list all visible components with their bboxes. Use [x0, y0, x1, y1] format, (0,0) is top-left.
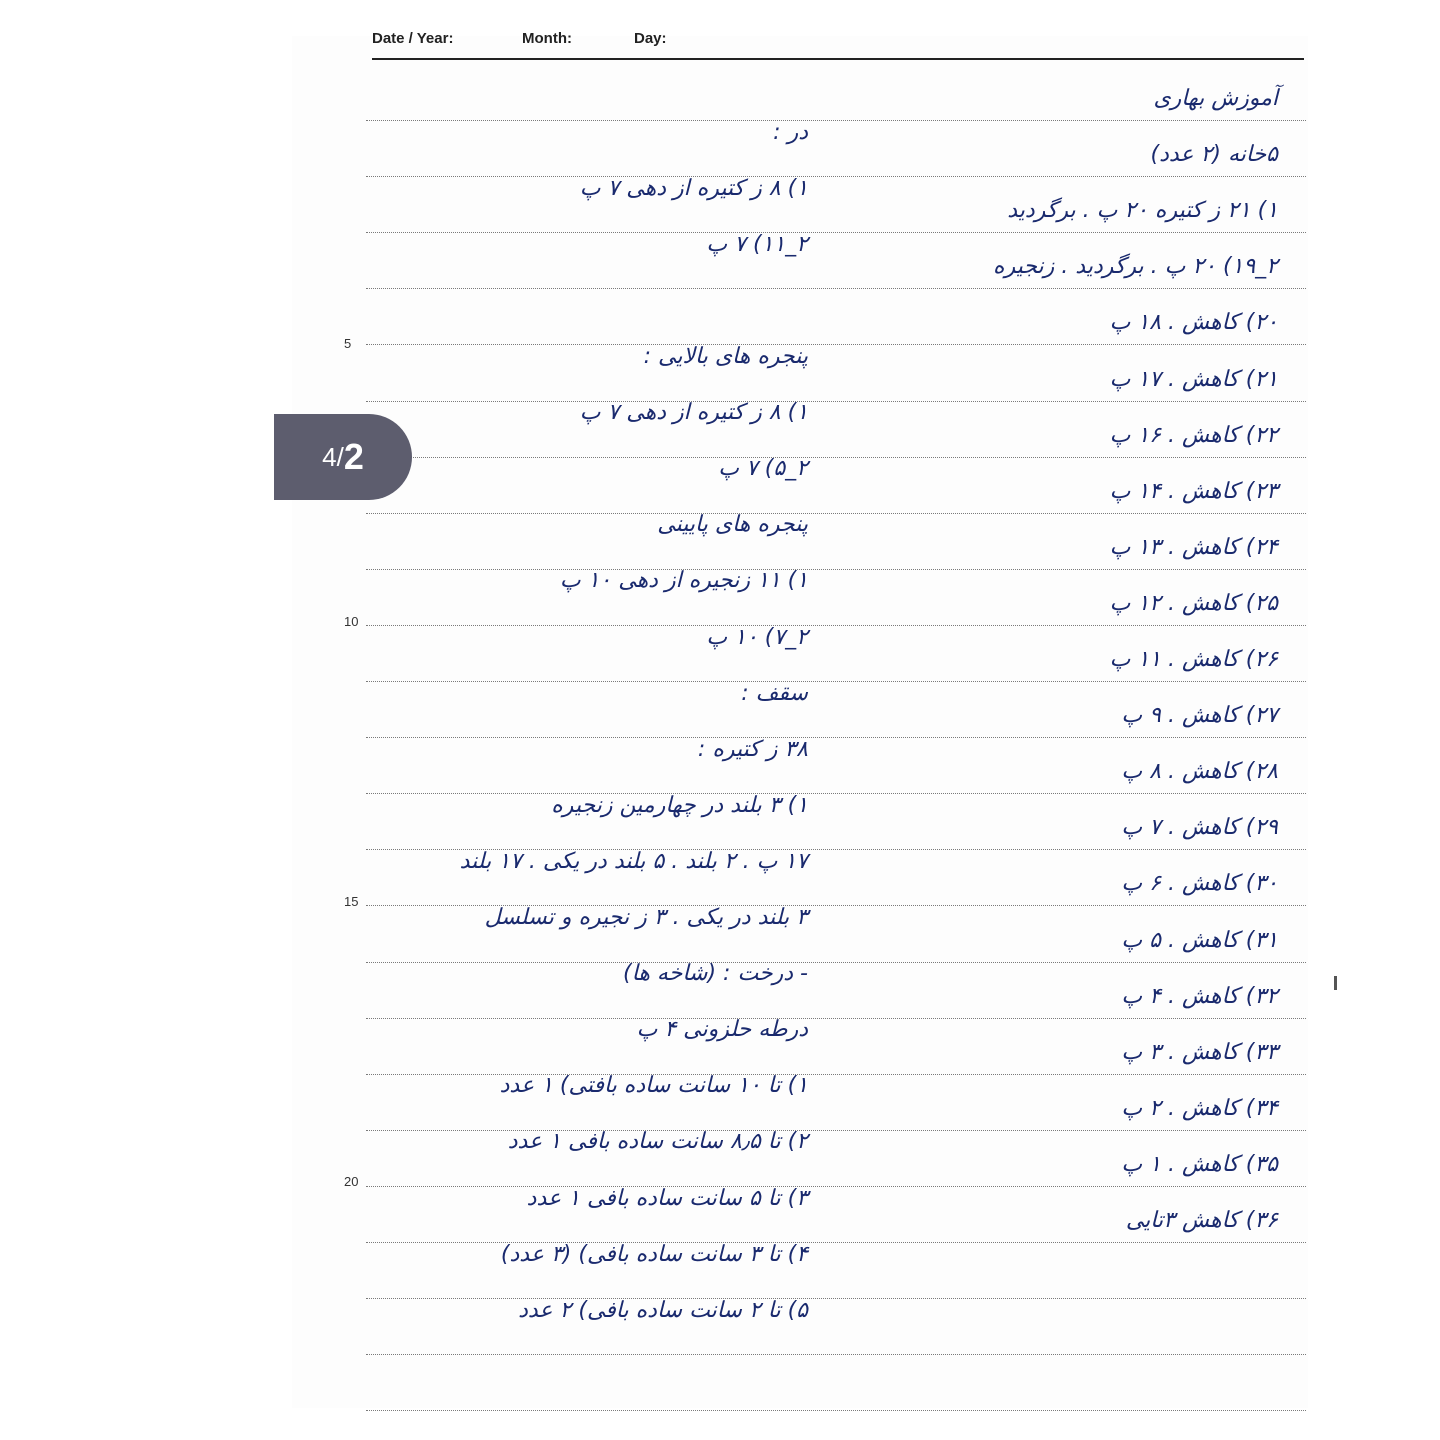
ruled-line: [366, 344, 1306, 345]
right-column-line: آموزش بهاری: [1153, 86, 1278, 111]
page-current: 2: [343, 436, 364, 477]
notebook-page: [292, 30, 1308, 1408]
left-column-line: درطه حلزونی ۴ پ: [636, 1017, 808, 1043]
left-column-line: ۳ بلند در یکی . ۳ ز نجیره و تسلسل: [484, 905, 808, 931]
right-column-line: ۳۶) کاهش ۳تایی: [1125, 1208, 1278, 1233]
right-column-line: ۲۷) کاهش . ۹ پ: [1121, 703, 1278, 729]
left-column-line: ۲_۵) ۷ پ: [718, 456, 808, 482]
margin-mark: [1334, 976, 1337, 990]
line-number: 5: [344, 336, 352, 351]
left-column-line: ۲_۱۱) ۷ پ: [706, 231, 808, 257]
line-number: 10: [344, 614, 359, 629]
right-column-line: ۲_۱۹) ۲۰ پ . برگردید . زنجیره: [993, 254, 1278, 280]
left-column-line: ۱۷ پ . ۲ بلند . ۵ بلند در یکی . ۱۷ بلند: [459, 848, 808, 874]
left-column-line: ۱) تا ۱۰ سانت ساده بافتی) ۱ عدد: [499, 1073, 808, 1099]
right-column-line: ۳۳) کاهش . ۳ پ: [1121, 1039, 1278, 1065]
ruled-line: [366, 1354, 1306, 1355]
ruled-line: [366, 1410, 1306, 1411]
left-column-line: - درخت : (شاخه ها): [623, 961, 808, 987]
ruled-line: [366, 457, 1306, 458]
right-column-line: ۲۲) کاهش . ۱۶ پ: [1109, 422, 1278, 448]
left-column-line: ۲_۷) ۱۰ پ: [706, 624, 808, 650]
date-year-label: Date / Year:: [372, 30, 454, 47]
left-column-line: ۱) ۸ ز کتیره از دهی ۷ پ: [579, 175, 808, 201]
ruled-line: [366, 1298, 1306, 1299]
right-column-line: ۳۰) کاهش . ۶ پ: [1121, 871, 1278, 897]
right-column-line: ۲۶) کاهش . ۱۱ پ: [1109, 647, 1278, 672]
left-column-line: ۴) تا ۳ سانت ساده بافی) (۳ عدد): [500, 1241, 808, 1267]
right-column-line: ۲۴) کاهش . ۱۳ پ: [1109, 534, 1278, 560]
ruled-line: [366, 288, 1306, 289]
page-indicator: [274, 414, 412, 500]
right-column-line: ۲۵) کاهش . ۱۲ پ: [1109, 590, 1278, 616]
right-column-line: ۳۱) کاهش . ۵ پ: [1121, 927, 1278, 953]
right-column-line: ۳۵) کاهش . ۱ پ: [1121, 1151, 1278, 1177]
ruled-line: [366, 120, 1306, 121]
left-column-line: ۵) تا ۲ سانت ساده بافی) ۲ عدد: [518, 1297, 808, 1323]
month-label: Month:: [522, 30, 572, 47]
left-column-line: ۱) ۳ بلند در چهارمین زنجیره: [551, 792, 808, 818]
left-column-line: ۳) تا ۵ سانت ساده بافی ۱ عدد: [526, 1185, 808, 1211]
line-number: 20: [344, 1174, 359, 1189]
left-column-line: پنجره های پایینی: [657, 512, 808, 538]
ruled-line: [366, 232, 1306, 233]
ruled-line: [366, 401, 1306, 402]
left-column-line: سقف :: [741, 680, 808, 706]
page-total: 4: [322, 441, 337, 472]
ruled-line: [366, 737, 1306, 738]
ruled-line: [366, 625, 1306, 626]
right-column-line: ۱) ۲۱ ز کتیره ۲۰ پ . برگردید: [1007, 198, 1278, 224]
right-column-line: ۳۲) کاهش . ۴ پ: [1121, 983, 1278, 1009]
left-column-line: ۱) ۱۱ زنجیره از دهی ۱۰ پ: [559, 568, 808, 594]
line-number: 15: [344, 894, 359, 909]
right-column-line: ۲۱) کاهش . ۱۷ پ: [1109, 366, 1278, 392]
ruled-line: [366, 793, 1306, 794]
ruled-line: [366, 569, 1306, 570]
day-label: Day:: [634, 30, 667, 47]
right-column-line: ۳۴) کاهش . ۲ پ: [1121, 1095, 1278, 1121]
ruled-line: [366, 962, 1306, 963]
ruled-line: [366, 513, 1306, 514]
right-column-line: ۲۳) کاهش . ۱۴ پ: [1109, 478, 1278, 504]
left-column-line: ۲) تا ۸٫۵ سانت ساده بافی ۱ عدد: [507, 1129, 808, 1155]
page-separator: /: [336, 441, 344, 472]
page-header: [372, 30, 1308, 60]
header-rule: [372, 58, 1304, 60]
ruled-line: [366, 1018, 1306, 1019]
left-column-line: پنجره های بالایی :: [643, 344, 808, 370]
ruled-line: [366, 1186, 1306, 1187]
right-column-line: ۲۹) کاهش . ۷ پ: [1121, 815, 1278, 841]
ruled-line: [366, 176, 1306, 177]
left-column-line: در :: [773, 119, 808, 145]
right-column-line: ۵خانه (۲ عدد): [1150, 142, 1278, 168]
left-column-line: ۳۸ ز کتیره :: [697, 736, 808, 762]
right-column-line: ۲۰) کاهش . ۱۸ پ: [1109, 310, 1278, 336]
ruled-line: [366, 681, 1306, 682]
left-column-line: ۱) ۸ ز کتیره از دهی ۷ پ: [579, 400, 808, 426]
right-column-line: ۲۸) کاهش . ۸ پ: [1121, 759, 1278, 785]
